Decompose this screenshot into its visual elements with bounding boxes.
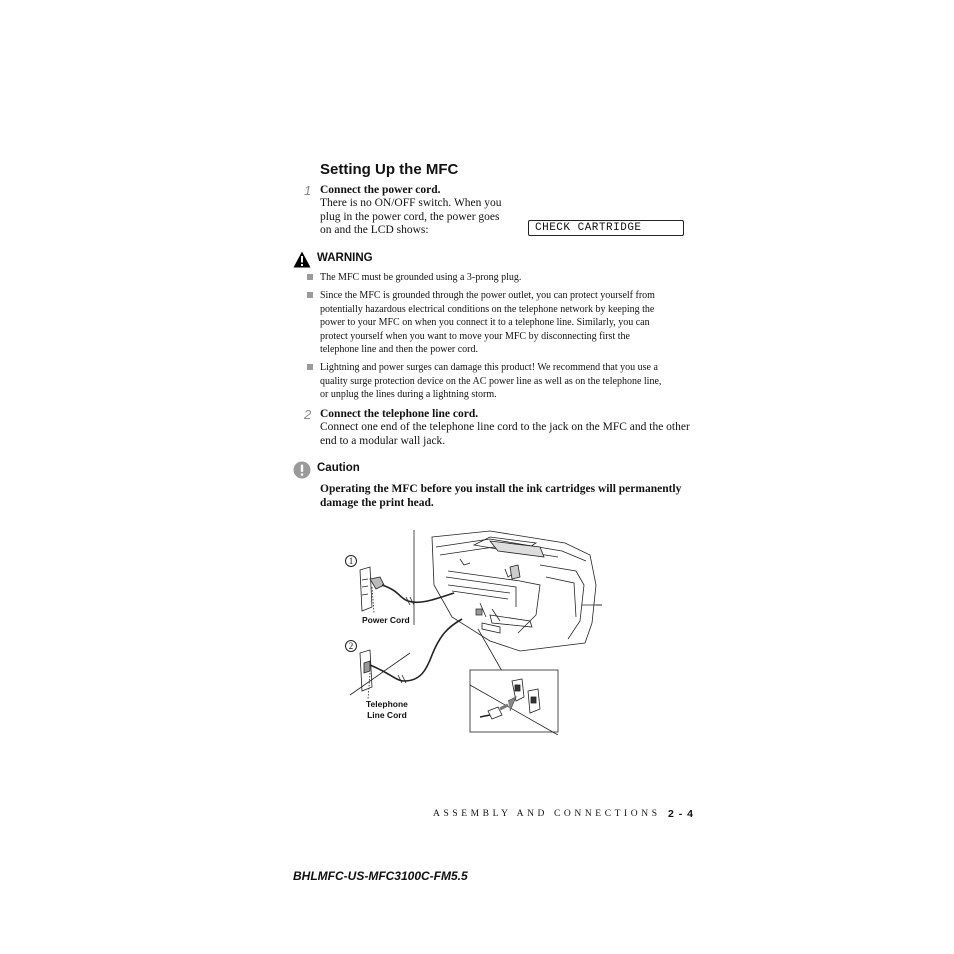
mfc-machine-illustration <box>432 531 602 651</box>
step-1-title: Connect the power cord. <box>320 184 441 196</box>
bullet-marker <box>307 364 313 370</box>
step-number-1: 1 <box>304 183 312 198</box>
warning-item-1 <box>320 271 521 285</box>
text-line: on and the LCD shows: <box>320 224 429 236</box>
text-line: The MFC must be grounded using a 3-prong plug. <box>320 272 522 283</box>
text-line: Since the MFC is grounded through the power outlet, you can protect yourself from <box>320 290 655 301</box>
telephone-cord-label <box>366 699 408 721</box>
phone-wall-jack-illustration <box>360 650 372 691</box>
text-line: telephone line and then the power cord. <box>320 344 478 355</box>
text-line: plug in the power cord, the power goes <box>320 210 500 223</box>
warning-item-3 <box>320 361 661 402</box>
text-line: damage the print head. <box>320 496 434 509</box>
text-line: Lightning and power surges can damage this product! We recommend that you use a <box>320 362 658 373</box>
callout-marker-2: 2 <box>345 640 357 652</box>
bullet-marker <box>307 292 313 298</box>
page-number: 2 - 4 <box>668 808 695 820</box>
text-line: There is no ON/OFF switch. When you <box>320 197 502 209</box>
step-2-title: Connect the telephone line cord. <box>320 408 479 420</box>
text-line: potentially hazardous electrical conditions on the telephone network by keeping the <box>320 303 655 315</box>
text-line: end to a modular wall jack. <box>320 434 446 447</box>
warning-triangle-icon <box>293 251 311 268</box>
warning-item-2 <box>320 289 655 357</box>
text-line: protect yourself when you want to move your MFC by disconnecting first the <box>320 330 630 342</box>
text-line: power to your MFC on when you connect it to a telephone line. Similarly, you can <box>320 317 650 328</box>
text-line: Connect one end of the telephone line cord to the jack on the MFC and the other <box>320 421 690 433</box>
callout-marker-1: 1 <box>345 555 357 567</box>
text-line: quality surge protection device on the AC power line as well as on the telephone line, <box>320 375 662 387</box>
caution-text <box>320 483 681 510</box>
step-number-2: 2 <box>304 407 312 422</box>
step-1-body <box>320 197 502 238</box>
power-wall-outlet-illustration <box>360 567 384 611</box>
label-line: Telephone <box>366 699 408 709</box>
section-title: Setting Up the MFC <box>320 161 459 178</box>
bullet-marker <box>307 274 313 280</box>
caution-exclamation-icon <box>293 461 311 479</box>
power-cord-label: Power Cord <box>362 615 410 625</box>
text-line: or unplug the lines during a lightning storm. <box>320 389 497 400</box>
step-2-body <box>320 421 690 448</box>
caution-label: Caution <box>317 462 360 474</box>
jack-detail-inset <box>470 670 558 735</box>
text-line: Operating the MFC before you install the ink cartridges will permanently <box>320 483 682 495</box>
label-line: Line Cord <box>367 710 407 720</box>
chapter-footer: ASSEMBLY AND CONNECTIONS <box>433 809 661 819</box>
lcd-display: CHECK CARTRIDGE <box>528 220 684 236</box>
warning-label: WARNING <box>317 252 373 264</box>
document-id: BHLMFC-US-MFC3100C-FM5.5 <box>293 869 468 883</box>
